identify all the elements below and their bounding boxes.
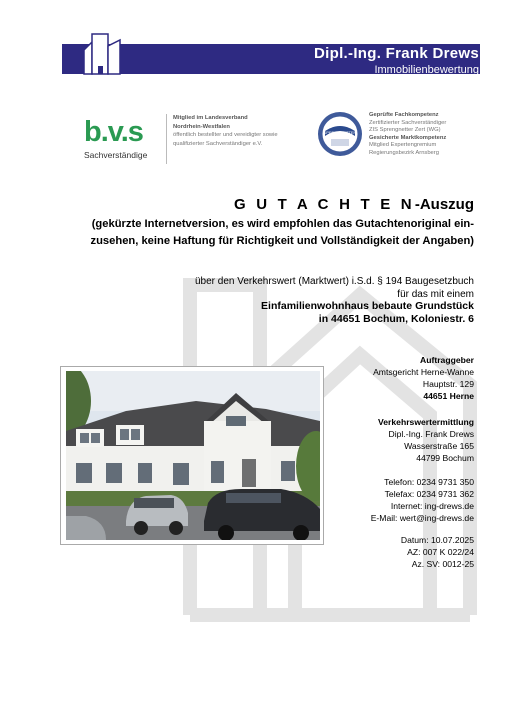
disclaimer-note: (gekürzte Internetversion, es wird empfohlen das Gutachtenoriginal ein- zusehen, keine Haftung für Richtigkeit und Vollständigkeit der Angaben) bbox=[90, 218, 474, 247]
svg-text:SPRENGNETTER: SPRENGNETTER bbox=[323, 130, 357, 135]
client-heading: Auftraggeber bbox=[420, 355, 474, 365]
contact-phone: Telefon: 0234 9731 350 bbox=[384, 477, 474, 487]
bvs-logo: b.v.s bbox=[84, 116, 143, 148]
sprengnetter-text: Geprüfte Fachkompetenz Zertifizierter Sachverständiger ZIS Sprengnetter Zert (WG) Gesicherte Marktkompetenz Mitglied Expertengremium Regierungsbezirk Arnsberg bbox=[369, 112, 447, 156]
valuer-heading: Verkehrswertermittlung bbox=[378, 417, 474, 427]
subject-line-1: über den Verkehrswert (Marktwert) i.S.d. § 194 Baugesetzbuch bbox=[194, 276, 474, 287]
contact-email[interactable]: E-Mail: wert@ing-drews.de bbox=[370, 513, 474, 523]
subject-address: in 44651 Bochum, Koloniestr. 6 bbox=[318, 313, 474, 325]
subject-line-2: für das mit einem bbox=[397, 289, 474, 300]
client-line-2: Hauptstr. 129 bbox=[422, 379, 474, 389]
valuer-line-1: Dipl.-Ing. Frank Drews bbox=[388, 429, 474, 439]
ref-date: Datum: 10.07.2025 bbox=[400, 535, 474, 545]
client-line-3: 44651 Herne bbox=[423, 391, 474, 401]
header-name: Dipl.-Ing. Frank Drews bbox=[314, 45, 479, 62]
ref-sv: Az. SV: 0012-25 bbox=[411, 559, 474, 569]
ref-az: AZ: 007 K 022/24 bbox=[407, 547, 474, 557]
property-photo bbox=[66, 371, 320, 540]
valuer-line-3: 44799 Bochum bbox=[416, 453, 474, 463]
subject-property: Einfamilienwohnhaus bebaute Grundstück bbox=[261, 300, 474, 312]
building-logo-icon bbox=[62, 32, 142, 80]
bvs-subtitle: Sachverständige bbox=[84, 150, 148, 160]
document-title: G U T A C H T E N-Auszug bbox=[234, 196, 474, 213]
bvs-divider bbox=[166, 114, 167, 164]
contact-web[interactable]: Internet: ing-drews.de bbox=[390, 501, 474, 511]
contact-fax: Telefax: 0234 9731 362 bbox=[384, 489, 474, 499]
header-subtitle: Immobilienbewertung bbox=[374, 64, 479, 76]
bvs-membership-text: Mitglied im Landesverband Nordrhein-Westfalen öffentlich bestellter und vereidigter sowie qualifizierter Sachverständiger e.V. bbox=[173, 115, 278, 147]
sprengnetter-seal-icon bbox=[317, 111, 363, 157]
valuer-line-2: Wasserstraße 165 bbox=[404, 441, 474, 451]
client-line-1: Amtsgericht Herne-Wanne bbox=[373, 367, 474, 377]
